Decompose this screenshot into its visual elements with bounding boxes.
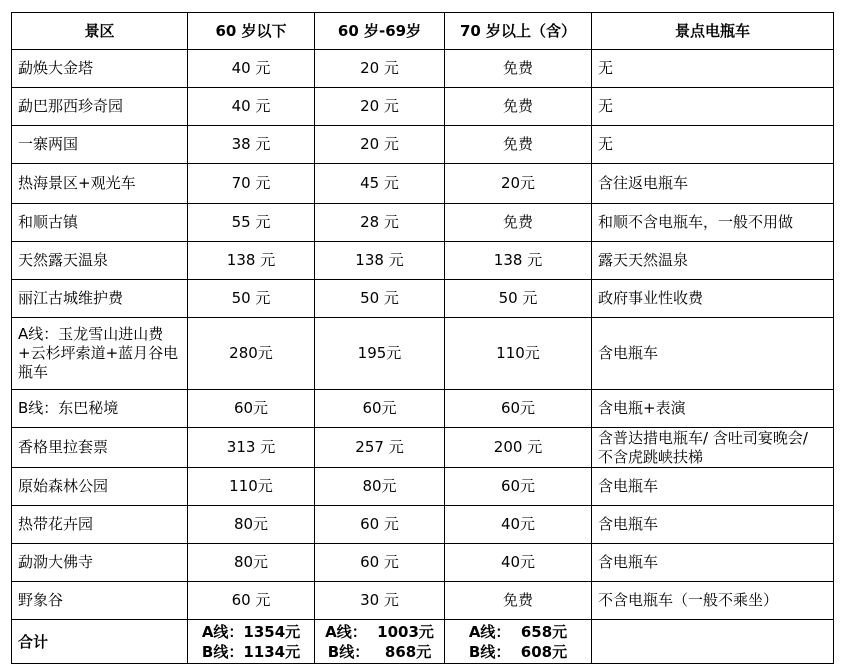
total-60-69-b: B线： 868元 (327, 642, 432, 661)
scenic-name: 原始森林公园 (12, 468, 188, 506)
table-row (12, 318, 834, 390)
price-60-69: 80元 (315, 468, 445, 506)
table-row (12, 204, 834, 242)
table-row (12, 164, 834, 204)
cart-note: 含电瓶+表演 (592, 390, 834, 428)
price-over-70: 免费 (445, 50, 592, 88)
cart-note: 含电瓶车 (592, 468, 834, 506)
scenic-name: 热带花卉园 (12, 506, 188, 544)
scenic-name: 香格里拉套票 (12, 428, 188, 468)
price-over-70: 免费 (445, 204, 592, 242)
scenic-name: 丽江古城维护费 (12, 280, 188, 318)
total-under-60 (188, 620, 315, 664)
price-over-70: 60元 (445, 468, 592, 506)
cart-note: 含电瓶车 (592, 318, 834, 390)
price-under-60: 40 元 (188, 50, 315, 88)
table-row (12, 50, 834, 88)
cart-note: 含电瓶车 (592, 544, 834, 582)
table-row (12, 390, 834, 428)
price-over-70: 免费 (445, 582, 592, 620)
price-60-69: 50 元 (315, 280, 445, 318)
table-row (12, 582, 834, 620)
scenic-name: 勐巴那西珍奇园 (12, 88, 188, 126)
price-60-69: 257 元 (315, 428, 445, 468)
cart-note: 无 (592, 88, 834, 126)
total-over-70-b: B线： 608元 (468, 642, 568, 661)
price-60-69: 28 元 (315, 204, 445, 242)
cart-note: 含往返电瓶车 (592, 164, 834, 204)
price-under-60: 60元 (188, 390, 315, 428)
cart-note: 不含电瓶车（一般不乘坐） (592, 582, 834, 620)
total-cart (592, 620, 834, 664)
scenic-name: 一寨两国 (12, 126, 188, 164)
header-over-70: 70 岁以上（含） (445, 13, 592, 50)
header-60-69: 60 岁-69岁 (315, 13, 445, 50)
price-over-70: 110元 (445, 318, 592, 390)
cart-note: 和顺不含电瓶车，一般不用做 (592, 204, 834, 242)
price-over-70: 40元 (445, 544, 592, 582)
table-row (12, 88, 834, 126)
price-under-60: 313 元 (188, 428, 315, 468)
total-label: 合计 (12, 620, 188, 664)
header-cart: 景点电瓶车 (592, 13, 834, 50)
price-60-69: 20 元 (315, 50, 445, 88)
header-scenic: 景区 (12, 13, 188, 50)
header-under-60: 60 岁以下 (188, 13, 315, 50)
price-under-60: 110元 (188, 468, 315, 506)
price-60-69: 60 元 (315, 506, 445, 544)
price-over-70: 免费 (445, 126, 592, 164)
table-row (12, 280, 834, 318)
cart-note: 政府事业性收费 (592, 280, 834, 318)
price-over-70: 60元 (445, 390, 592, 428)
price-over-70: 20元 (445, 164, 592, 204)
table-row (12, 126, 834, 164)
scenic-name: 勐焕大金塔 (12, 50, 188, 88)
cart-note: 无 (592, 50, 834, 88)
price-over-70: 40元 (445, 506, 592, 544)
table-row (12, 506, 834, 544)
scenic-name: A线：玉龙雪山进山费+云杉坪索道+蓝月谷电瓶车 (12, 318, 188, 390)
scenic-name: 天然露天温泉 (12, 242, 188, 280)
price-under-60: 80元 (188, 506, 315, 544)
price-under-60: 50 元 (188, 280, 315, 318)
price-over-70: 50 元 (445, 280, 592, 318)
total-under-60-a: A线：1354元 (201, 622, 301, 641)
cart-note: 含电瓶车 (592, 506, 834, 544)
price-under-60: 80元 (188, 544, 315, 582)
table-row (12, 544, 834, 582)
cart-note: 含普达措电瓶车/ 含吐司宴晚会/ 不含虎跳峡扶梯 (592, 428, 834, 468)
price-under-60: 55 元 (188, 204, 315, 242)
scenic-name: B线：东巴秘境 (12, 390, 188, 428)
price-under-60: 40 元 (188, 88, 315, 126)
price-under-60: 70 元 (188, 164, 315, 204)
cart-note: 露天天然温泉 (592, 242, 834, 280)
price-over-70: 200 元 (445, 428, 592, 468)
price-under-60: 60 元 (188, 582, 315, 620)
price-60-69: 138 元 (315, 242, 445, 280)
scenic-name: 勐泐大佛寺 (12, 544, 188, 582)
total-over-70-a: A线： 658元 (468, 622, 568, 641)
price-60-69: 20 元 (315, 88, 445, 126)
scenic-price-table (11, 12, 834, 664)
price-under-60: 38 元 (188, 126, 315, 164)
price-60-69: 60 元 (315, 544, 445, 582)
total-over-70 (445, 620, 592, 664)
price-over-70: 免费 (445, 88, 592, 126)
price-60-69: 60元 (315, 390, 445, 428)
price-60-69: 20 元 (315, 126, 445, 164)
price-60-69: 45 元 (315, 164, 445, 204)
total-60-69-a: A线： 1003元 (325, 622, 434, 641)
table-row (12, 468, 834, 506)
scenic-name: 热海景区+观光车 (12, 164, 188, 204)
table-row (12, 242, 834, 280)
price-under-60: 280元 (188, 318, 315, 390)
scenic-name: 和顺古镇 (12, 204, 188, 242)
price-60-69: 30 元 (315, 582, 445, 620)
total-60-69 (315, 620, 445, 664)
table-row (12, 428, 834, 468)
price-60-69: 195元 (315, 318, 445, 390)
price-over-70: 138 元 (445, 242, 592, 280)
scenic-name: 野象谷 (12, 582, 188, 620)
total-under-60-b: B线：1134元 (201, 642, 301, 661)
price-under-60: 138 元 (188, 242, 315, 280)
header-row (12, 13, 834, 50)
total-row (12, 620, 834, 664)
cart-note: 无 (592, 126, 834, 164)
